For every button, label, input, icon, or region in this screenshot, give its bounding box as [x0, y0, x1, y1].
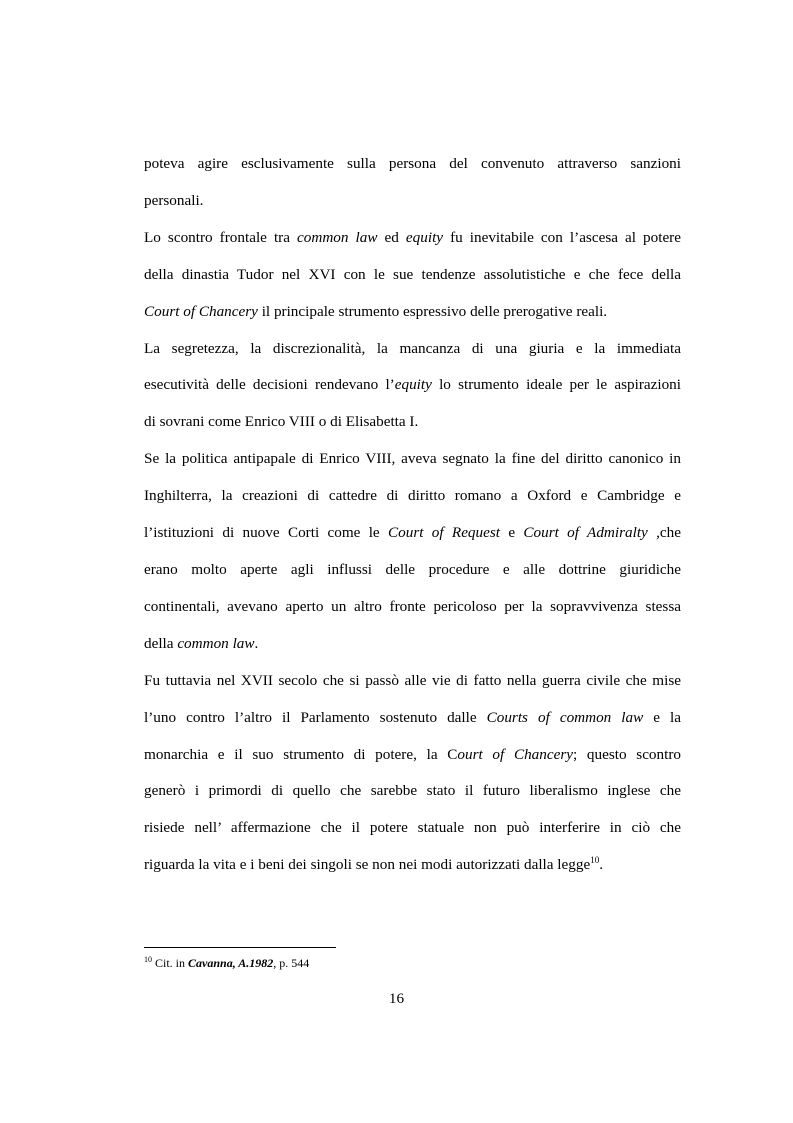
text-line: [144, 773, 681, 810]
text-line: [144, 478, 681, 515]
text-segment: della dinastia Tudor nel XVI con le sue tendenze assolutistiche e che fece della: [144, 265, 681, 283]
text-segment: personali.: [144, 191, 204, 209]
paragraph: [144, 663, 681, 884]
text-segment: La segretezza, la discrezionalità, la mancanza di una giuria e la immediata: [144, 339, 681, 357]
text-line: [144, 183, 681, 220]
footnote-number: 10: [144, 955, 152, 964]
text-line: [144, 146, 681, 183]
text-line: [144, 552, 681, 589]
italic-text: Court of Request: [388, 524, 500, 542]
text-line: [144, 700, 681, 737]
italic-text: equity: [405, 228, 444, 246]
text-segment: Fu tuttavia nel XVII secolo che si passò alle vie di fatto nella guerra civile che mise: [144, 671, 681, 689]
text-line: [144, 441, 681, 478]
text-segment: della: [144, 634, 178, 652]
text-segment: di sovrani come Enrico VIII o di Elisabetta I.: [144, 413, 419, 431]
text-segment: lo strumento ideale per le aspirazioni: [431, 376, 681, 394]
paragraph: [144, 220, 681, 331]
text-line: [144, 589, 681, 626]
italic-text: common law: [297, 228, 378, 246]
italic-text: Court of Chancery: [144, 302, 258, 320]
italic-text: ourt of Chancery: [457, 745, 573, 763]
text-line: [144, 847, 681, 884]
text-segment: Lo scontro frontale tra: [144, 228, 298, 246]
footnote-reference: 10: [590, 855, 600, 866]
text-segment: erano molto aperte agli influssi delle procedure e alle dottrine giuridiche: [144, 560, 681, 578]
text-line: [144, 404, 681, 441]
text-line: [144, 810, 681, 847]
footnote-prefix: Cit. in: [152, 956, 189, 970]
text-segment: fu inevitabile con l’ascesa al potere: [443, 228, 681, 246]
text-line: [144, 367, 681, 404]
text-line: [144, 515, 681, 552]
text-segment: ed: [377, 228, 406, 246]
footnote: [144, 955, 309, 971]
text-line: [144, 331, 681, 368]
text-line: [144, 626, 681, 663]
text-segment: l’uno contro l’altro il Parlamento sostenuto dalle: [144, 708, 487, 726]
italic-text: equity: [394, 376, 432, 394]
italic-text: common law: [177, 634, 255, 652]
text-segment: .: [599, 856, 603, 874]
text-segment: il principale strumento espressivo delle prerogative reali.: [257, 302, 608, 320]
text-segment: e: [500, 524, 524, 542]
footnote-separator: [144, 947, 336, 948]
text-segment: continentali, avevano aperto un altro fronte pericoloso per la sopravvivenza stessa: [144, 597, 681, 615]
paragraph: [144, 441, 681, 662]
paragraph: [144, 331, 681, 442]
text-segment: esecutività delle decisioni rendevano l’: [144, 376, 395, 394]
text-segment: risiede nell’ affermazione che il potere statuale non può interferire in ciò che: [144, 819, 681, 837]
text-line: [144, 663, 681, 700]
footnote-suffix: , p. 544: [273, 956, 310, 970]
page-number: 16: [388, 990, 405, 1007]
text-segment: monarchia e il suo strumento di potere, la C: [144, 745, 458, 763]
paragraph: [144, 146, 681, 220]
footnote-author: Cavanna, A.1982: [188, 956, 274, 970]
text-segment: poteva agire esclusivamente sulla persona del convenuto attraverso sanzioni: [144, 155, 681, 172]
body-text: [144, 146, 681, 884]
text-line: [144, 737, 681, 774]
text-segment: Inghilterra, la creazioni di cattedre di diritto romano a Oxford e Cambridge e: [144, 487, 681, 505]
text-line: [144, 257, 681, 294]
text-segment: Se la politica antipapale di Enrico VIII, aveva segnato la fine del diritto canonico in: [144, 450, 681, 468]
text-segment: generò i primordi di quello che sarebbe stato il futuro liberalismo inglese che: [144, 782, 681, 800]
text-segment: e la: [643, 708, 681, 726]
text-segment: .: [254, 634, 259, 652]
italic-text: Courts of common law: [486, 708, 644, 726]
italic-text: Court of Admiralty ,: [523, 524, 660, 542]
text-segment: ; questo scontro: [573, 745, 681, 763]
text-line: [144, 220, 681, 257]
text-segment: l’istituzioni di nuove Corti come le: [144, 524, 388, 542]
text-segment: riguarda la vita e i beni dei singoli se non nei modi autorizzati dalla legge: [144, 856, 591, 874]
text-line: [144, 294, 681, 331]
text-segment: che: [659, 524, 681, 542]
